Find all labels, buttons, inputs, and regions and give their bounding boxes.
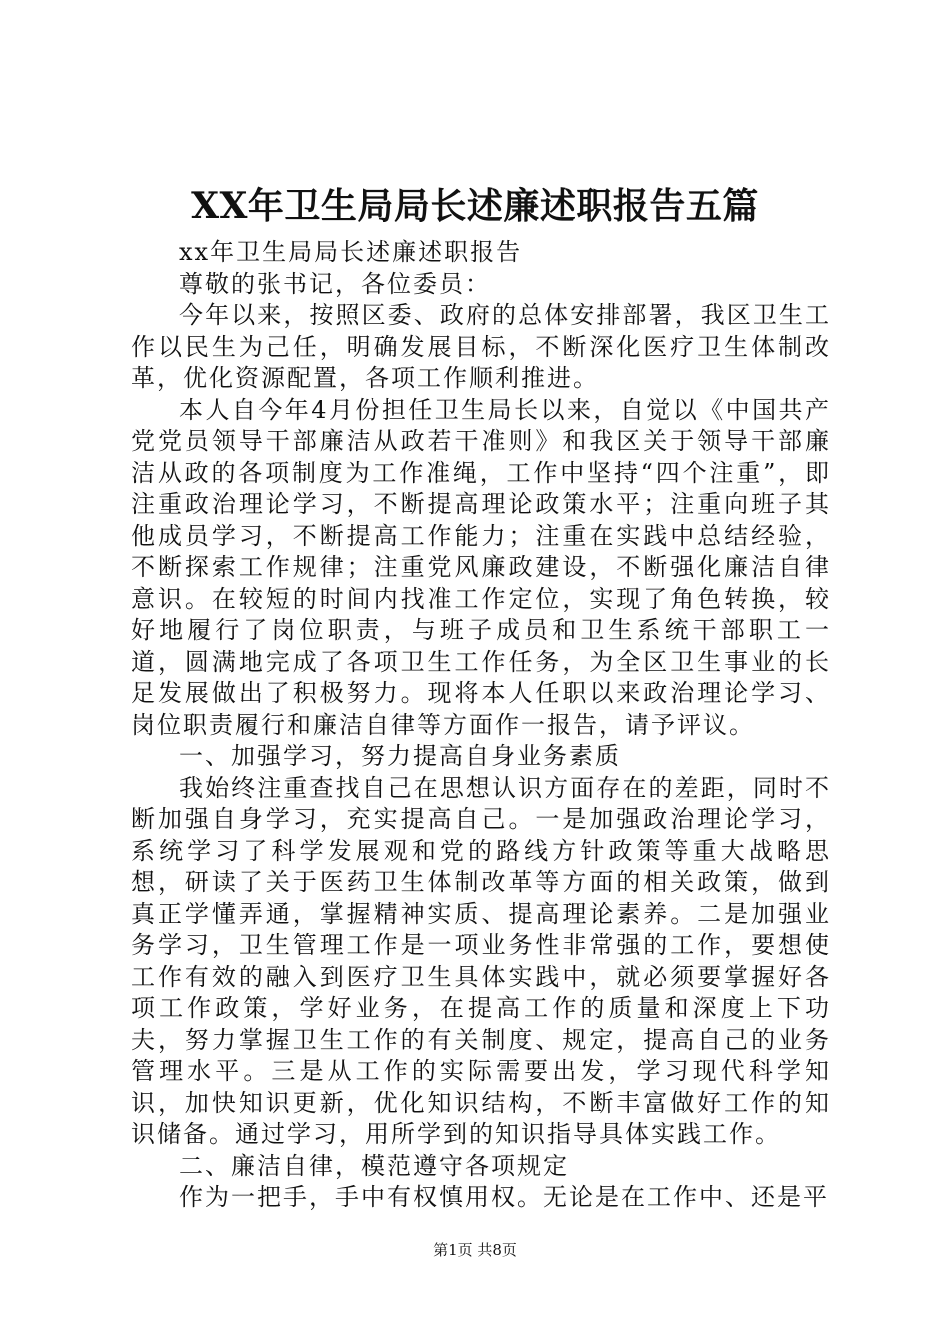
document-body: [131, 237, 831, 1214]
salutation-paragraph: 尊敬的张书记，各位委员：: [179, 269, 491, 298]
section-heading: 一、加强学习，努力提高自身业务素质: [179, 742, 621, 770]
document-title: XX年卫生局局长述廉述职报告五篇: [191, 185, 759, 227]
body-paragraph: 我始终注重查找自己在思想认识方面存在的差距，同时不断加强自身学习，充实提高自己。一是加强政治理论学习，系统学习了科学发展观和党的路线方针政策等重大战略思想，研读了关于医药卫生体制改革等方面的相关政策，做到真正学懂弄通，掌握精神实质、提高理论素养。二是加强业务学习，卫生管理工作是一项业务性非常强的工作，要想使工作有效的融入到医疗卫生具体实践中，就必须要掌握好各项工作政策，学好业务，在提高工作的质量和深度上下功夫，努力掌握卫生工作的有关制度、规定，提高自己的业务管理水平。三是从工作的实际需要出发，学习现代科学知识，加快知识更新，优化知识结构，不断丰富做好工作的知识储备。通过学习，用所学到的知识指导具体实践工作。: [131, 773, 831, 1148]
body-paragraph: 今年以来，按照区委、政府的总体安排部署，我区卫生工作以民生为己任，明确发展目标，不断深化医疗卫生体制改革，优化资源配置，各项工作顺利推进。: [131, 301, 831, 392]
body-paragraph: 本人自今年4月份担任卫生局长以来，自觉以《中国共产党党员领导干部廉洁从政若干准则》和我区关于领导干部廉洁从政的各项制度为工作准绳，工作中坚持“四个注重”，即注重政治理论学习，不断提高理论政策水平；注重向班子其他成员学习，不断提高工作能力；注重在实践中总结经验，不断探索工作规律；注重党风廉政建设，不断强化廉洁自律意识。在较短的时间内找准工作定位，实现了角色转换，较好地履行了岗位职责，与班子成员和卫生系统干部职工一道，圆满地完成了各项卫生工作任务，为全区卫生事业的长足发展做出了积极努力。现将本人任职以来政治理论学习、岗位职责履行和廉洁自律等方面作一报告，请予评议。: [131, 395, 831, 739]
page-number-footer: 第1页 共8页: [433, 1241, 517, 1259]
section-heading: 二、廉洁自律，模范遵守各项规定: [179, 1151, 569, 1180]
subtitle-paragraph: xx年卫生局局长述廉述职报告: [179, 238, 523, 266]
body-paragraph: 作为一把手，手中有权慎用权。无论是在工作中、还是平: [179, 1183, 829, 1211]
